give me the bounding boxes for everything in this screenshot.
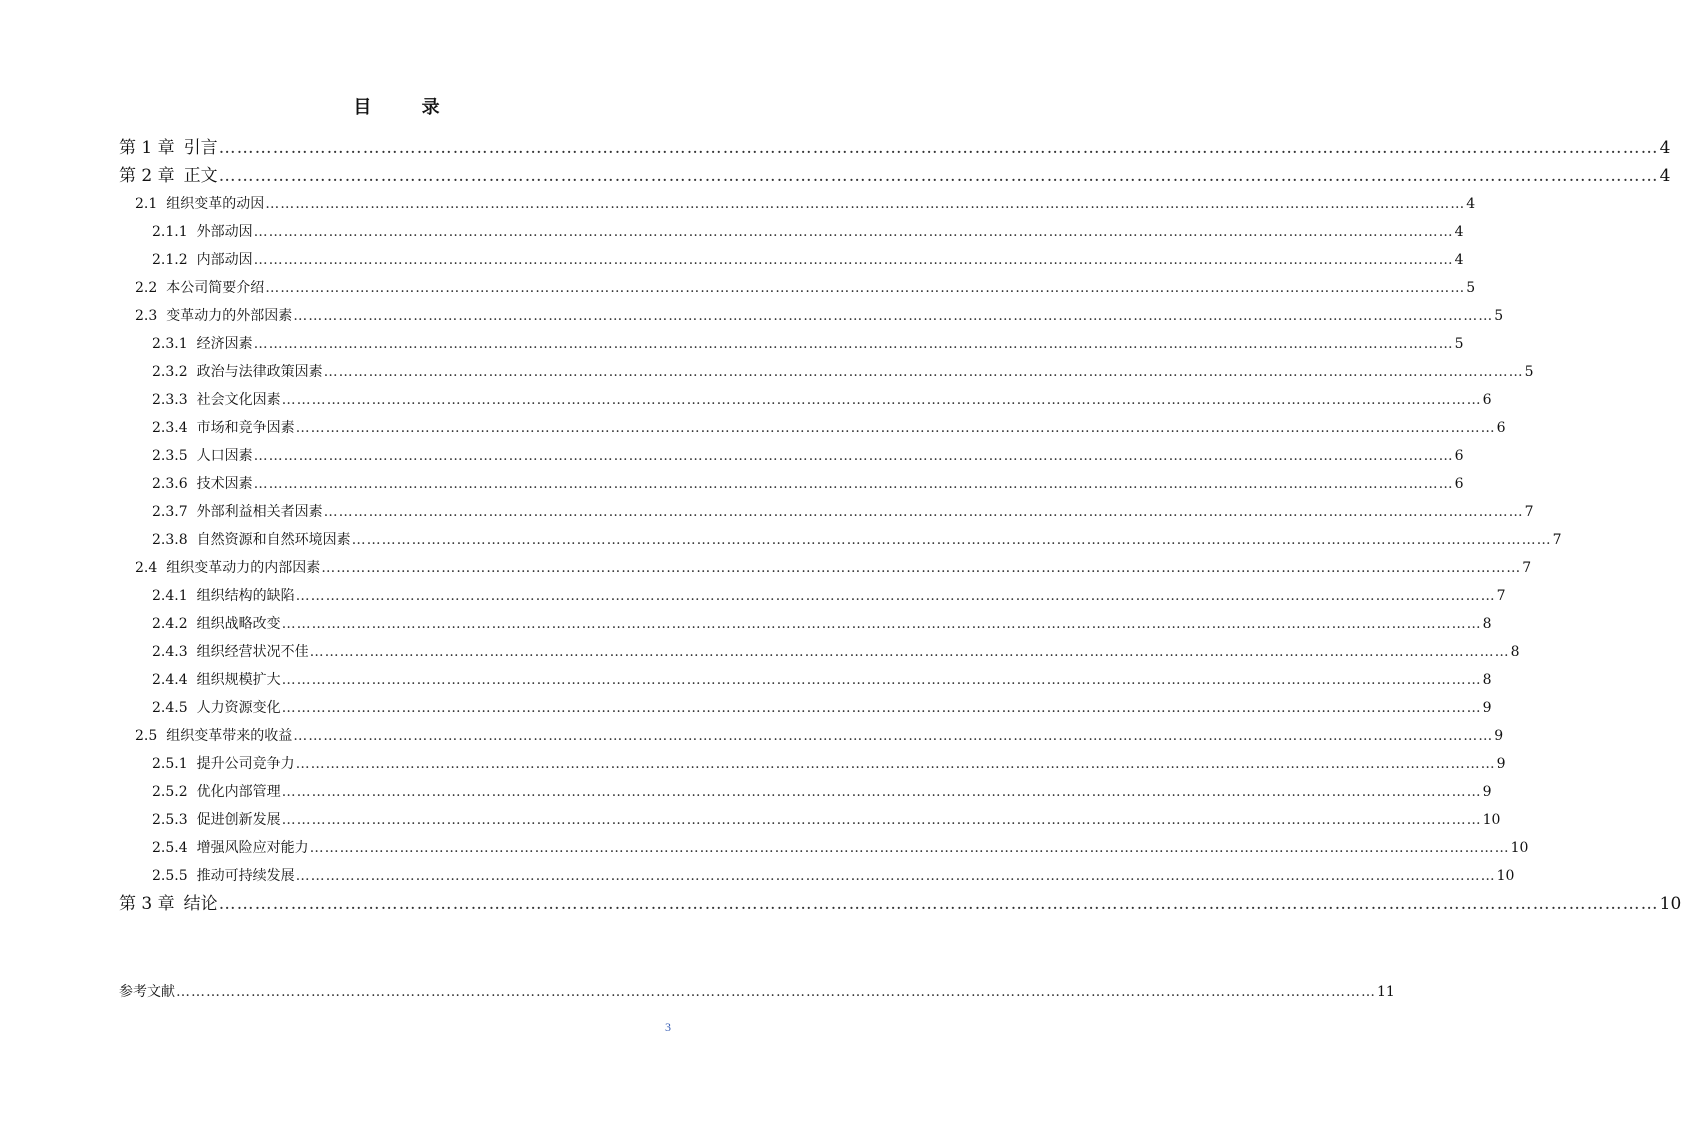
toc-entry-page: 10	[1510, 840, 1529, 856]
toc-leader-dots: ……………………………………………………………………………………………………………………………………………………………………………………………………………………	[253, 252, 1454, 268]
toc-leader-dots: ……………………………………………………………………………………………………………………………………………………………………………………………………………………	[281, 616, 1482, 632]
toc-entry-text: 组织经营状况不佳	[196, 644, 309, 660]
toc-entry-page: 4	[1466, 196, 1476, 212]
toc-entry-text: 经济因素	[196, 336, 253, 352]
toc-entry-page: 6	[1454, 448, 1464, 464]
toc-entry[interactable]	[152, 781, 1492, 803]
toc-entry-page: 6	[1496, 420, 1506, 436]
toc-entry-label	[152, 221, 253, 243]
toc-entry-label	[152, 445, 253, 467]
toc-entry-page: 8	[1510, 644, 1520, 660]
toc-leader-dots: ……………………………………………………………………………………………………………………………………………………………………………………………………………………	[293, 308, 1494, 324]
toc-entry-number: 2.3.2	[152, 364, 188, 380]
toc-entry-label	[152, 585, 295, 607]
toc-entry-label	[135, 277, 264, 299]
toc-entry-text: 组织战略改变	[196, 616, 281, 632]
toc-entry[interactable]	[119, 165, 1671, 187]
toc-entry-number: 2.3.3	[152, 392, 188, 408]
toc-entry-label	[152, 809, 281, 831]
toc-entry-page: 11	[1377, 984, 1395, 1000]
toc-entry-number: 2.3.5	[152, 448, 188, 464]
toc-leader-dots: ……………………………………………………………………………………………………………………………………………………………………………………………………………………	[281, 784, 1482, 800]
toc-entry-number: 2.3.4	[152, 420, 188, 436]
toc-entry-page: 9	[1496, 756, 1506, 772]
toc-leader-dots: ……………………………………………………………………………………………………………………………………………………………………………………………………………………	[265, 196, 1466, 212]
toc-entry-page: 4	[1659, 166, 1671, 186]
toc-leader-dots: ……………………………………………………………………………………………………………………………………………………………………………………………………………………	[253, 476, 1454, 492]
toc-leader-dots: ……………………………………………………………………………………………………………………………………………………………………………………………………………………	[281, 700, 1482, 716]
toc-entry-label	[152, 529, 351, 551]
toc-entry-references[interactable]	[119, 981, 1395, 1003]
toc-entry[interactable]	[152, 585, 1506, 607]
toc-entry-page: 6	[1482, 392, 1492, 408]
toc-entry[interactable]	[135, 725, 1504, 747]
toc-entry-label	[152, 249, 253, 271]
page-number: 3	[665, 1020, 671, 1034]
toc-entry-page: 8	[1482, 616, 1492, 632]
toc-leader-dots: ……………………………………………………………………………………………………………………………………………………………………………………………………………………	[265, 280, 1466, 296]
toc-entry-label	[119, 165, 218, 187]
toc-leader-dots: ……………………………………………………………………………………………………………………………………………………………………………………………………………………	[218, 166, 1659, 186]
toc-entry[interactable]	[135, 193, 1476, 215]
toc-entry[interactable]	[152, 613, 1492, 635]
toc-entry-label	[135, 725, 292, 747]
toc-entry-number: 2.4	[135, 560, 158, 576]
toc-entry[interactable]	[135, 277, 1476, 299]
toc-leader-dots: ……………………………………………………………………………………………………………………………………………………………………………………………………………………	[218, 894, 1659, 914]
toc-entry-page: 4	[1454, 224, 1464, 240]
toc-entry-page: 7	[1552, 532, 1562, 548]
toc-entry[interactable]	[119, 137, 1671, 159]
toc-entry-text: 技术因素	[196, 476, 253, 492]
toc-entry-text: 促进创新发展	[196, 812, 281, 828]
toc-entry-page: 10	[1496, 868, 1515, 884]
toc-entry-number: 2.1.1	[152, 224, 188, 240]
toc-entry-number: 2.5.5	[152, 868, 188, 884]
toc-entry-number: 2.5.4	[152, 840, 188, 856]
toc-entry-text: 政治与法律政策因素	[196, 364, 323, 380]
toc-entry-text: 引言	[183, 138, 218, 158]
toc-entry-text: 内部动因	[196, 252, 253, 268]
toc-leader-dots: ……………………………………………………………………………………………………………………………………………………………………………………………………………………	[309, 644, 1510, 660]
toc-entry-number: 2.3.1	[152, 336, 188, 352]
toc-entry-label: 参考文献	[119, 984, 175, 1000]
toc-entry-label	[135, 557, 320, 579]
toc-entry-page: 6	[1454, 476, 1464, 492]
toc-entry-label	[119, 893, 218, 915]
toc-entry-number: 2.3	[135, 308, 158, 324]
toc-entry-text: 推动可持续发展	[196, 868, 295, 884]
toc-entry[interactable]	[152, 641, 1520, 663]
toc-entry[interactable]	[119, 893, 1681, 915]
toc-entry-number: 第 3 章	[119, 894, 175, 914]
toc-leader-dots: ……………………………………………………………………………………………………………………………………………………………………………………………………………………	[295, 588, 1496, 604]
toc-entry[interactable]	[152, 333, 1464, 355]
toc-leader-dots: ……………………………………………………………………………………………………………………………………………………………………………………………………………………	[281, 672, 1482, 688]
toc-entry-text: 市场和竞争因素	[196, 420, 295, 436]
toc-entry[interactable]	[135, 557, 1532, 579]
toc-entry[interactable]	[152, 445, 1464, 467]
toc-entry-number: 2.3.6	[152, 476, 188, 492]
toc-entry-number: 2.4.3	[152, 644, 188, 660]
toc-entry-number: 2.3.7	[152, 504, 188, 520]
toc-leader-dots: ……………………………………………………………………………………………………………………………………………………………………………………………………………………	[253, 448, 1454, 464]
toc-entry-text: 提升公司竞争力	[196, 756, 295, 772]
toc-leader-dots: ……………………………………………………………………………………………………………………………………………………………………………………………………………………	[295, 420, 1496, 436]
toc-entry-label	[152, 389, 281, 411]
toc-entry[interactable]	[152, 529, 1562, 551]
toc-entry-number: 2.5	[135, 728, 158, 744]
toc-entry-page: 10	[1659, 894, 1681, 914]
toc-entry-text: 优化内部管理	[196, 784, 281, 800]
toc-entry-text: 人口因素	[196, 448, 253, 464]
toc-entry-number: 第 2 章	[119, 166, 175, 186]
toc-entry-page: 7	[1524, 504, 1534, 520]
toc-entry[interactable]	[152, 361, 1534, 383]
toc-entry-text: 社会文化因素	[196, 392, 281, 408]
toc-entry-page: 5	[1466, 280, 1476, 296]
toc-entry[interactable]	[152, 697, 1492, 719]
toc-entry-text: 组织变革动力的内部因素	[166, 560, 321, 576]
toc-entry[interactable]	[152, 809, 1501, 831]
toc-entry-page: 5	[1524, 364, 1534, 380]
toc-entry-text: 组织变革带来的收益	[166, 728, 293, 744]
toc-title: 目 录	[353, 97, 462, 118]
toc-entry-label	[152, 613, 281, 635]
toc-leader-dots: ……………………………………………………………………………………………………………………………………………………………………………………………………………………	[295, 868, 1496, 884]
toc-leader-dots: ……………………………………………………………………………………………………………………………………………………………………………………………………………………	[309, 840, 1510, 856]
toc-entry-number: 2.1.2	[152, 252, 188, 268]
toc-entry-number: 2.2	[135, 280, 158, 296]
toc-leader-dots: ……………………………………………………………………………………………………………………………………………………………………………………………………………………	[293, 728, 1494, 744]
toc-entry-page: 4	[1454, 252, 1464, 268]
toc-entry-page: 4	[1659, 138, 1671, 158]
toc-entry-number: 2.4.5	[152, 700, 188, 716]
toc-entry[interactable]	[152, 417, 1506, 439]
toc-leader-dots: ……………………………………………………………………………………………………………………………………………………………………………………………………………………	[323, 364, 1524, 380]
toc-entry-text: 本公司简要介绍	[166, 280, 265, 296]
toc-leader-dots: ……………………………………………………………………………………………………………………………………………………………………………………………………………………	[218, 138, 1659, 158]
toc-entry-text: 组织规模扩大	[196, 672, 281, 688]
toc-entry-number: 2.5.1	[152, 756, 188, 772]
toc-entry-page: 9	[1482, 700, 1492, 716]
toc-entry-page: 7	[1522, 560, 1532, 576]
toc-entry-number: 2.5.2	[152, 784, 188, 800]
toc-entry-number: 第 1 章	[119, 138, 175, 158]
toc-entry-text: 正文	[183, 166, 218, 186]
toc-entry-label	[152, 865, 295, 887]
toc-entry[interactable]	[152, 389, 1492, 411]
toc-entry-text: 自然资源和自然环境因素	[196, 532, 351, 548]
toc-entry-label	[119, 137, 218, 159]
toc-leader-dots: ……………………………………………………………………………………………………………………………………………………………………………………………………………………	[351, 532, 1552, 548]
toc-entry[interactable]	[152, 221, 1464, 243]
toc-entry-text: 外部利益相关者因素	[196, 504, 323, 520]
toc-entry[interactable]	[152, 669, 1492, 691]
toc-entry-text: 结论	[183, 894, 218, 914]
toc-entry-text: 外部动因	[196, 224, 253, 240]
toc-entry-label	[152, 697, 281, 719]
toc-entry-page: 9	[1494, 728, 1504, 744]
toc-leader-dots: ……………………………………………………………………………………………………………………………………………………………………………………………………………………	[295, 756, 1496, 772]
toc-leader-dots: ……………………………………………………………………………………………………………………………………………………………………………………………………………………	[321, 560, 1522, 576]
toc-entry-label	[152, 837, 309, 859]
toc-entry-label	[152, 361, 323, 383]
toc-entry-text: 组织结构的缺陷	[196, 588, 295, 604]
toc-entry[interactable]	[152, 837, 1529, 859]
toc-entry-number: 2.3.8	[152, 532, 188, 548]
toc-entry-label	[152, 641, 309, 663]
toc-entry-text: 变革动力的外部因素	[166, 308, 293, 324]
toc-entry-label	[152, 473, 253, 495]
toc-entry-page: 9	[1482, 784, 1492, 800]
toc-entry-number: 2.4.4	[152, 672, 188, 688]
toc-entry-label	[152, 753, 295, 775]
toc-entry-label	[152, 781, 281, 803]
toc-entry-label	[152, 417, 295, 439]
toc-entry[interactable]	[152, 865, 1515, 887]
toc-entry-page: 7	[1496, 588, 1506, 604]
toc-entry-number: 2.4.1	[152, 588, 188, 604]
toc-entry[interactable]	[152, 501, 1534, 523]
toc-entry-number: 2.4.2	[152, 616, 188, 632]
toc-entry-label	[135, 305, 292, 327]
toc-entry-number: 2.1	[135, 196, 158, 212]
toc-entry[interactable]	[135, 305, 1504, 327]
toc-entry-text: 人力资源变化	[196, 700, 281, 716]
toc-entry-page: 5	[1494, 308, 1504, 324]
toc-entry-page: 10	[1482, 812, 1501, 828]
toc-leader-dots: ……………………………………………………………………………………………………………………………………………………………………………………………………………………	[281, 392, 1482, 408]
toc-leader-dots: ……………………………………………………………………………………………………………………………………………………………………………………………………………………	[323, 504, 1524, 520]
toc-entry-text: 组织变革的动因	[166, 196, 265, 212]
toc-entry-page: 5	[1454, 336, 1464, 352]
toc-entry-page: 8	[1482, 672, 1492, 688]
toc-entry-label	[152, 333, 253, 355]
toc-entry-label	[152, 501, 323, 523]
toc-leader-dots: ……………………………………………………………………………………………………………………………………………………………………………………………………………………	[281, 812, 1482, 828]
toc-leader-dots: ……………………………………………………………………………………………………………………………………………………………………………………………………………………	[253, 224, 1454, 240]
toc-leader-dots: ……………………………………………………………………………………………………………………………………………………………………………………………………………………	[176, 984, 1376, 1000]
toc-entry[interactable]	[152, 753, 1506, 775]
toc-entry[interactable]	[152, 473, 1464, 495]
toc-entry-text: 增强风险应对能力	[196, 840, 309, 856]
toc-entry-label	[135, 193, 264, 215]
toc-entry-label	[152, 669, 281, 691]
toc-entry-number: 2.5.3	[152, 812, 188, 828]
toc-entry[interactable]	[152, 249, 1464, 271]
toc-leader-dots: ……………………………………………………………………………………………………………………………………………………………………………………………………………………	[253, 336, 1454, 352]
